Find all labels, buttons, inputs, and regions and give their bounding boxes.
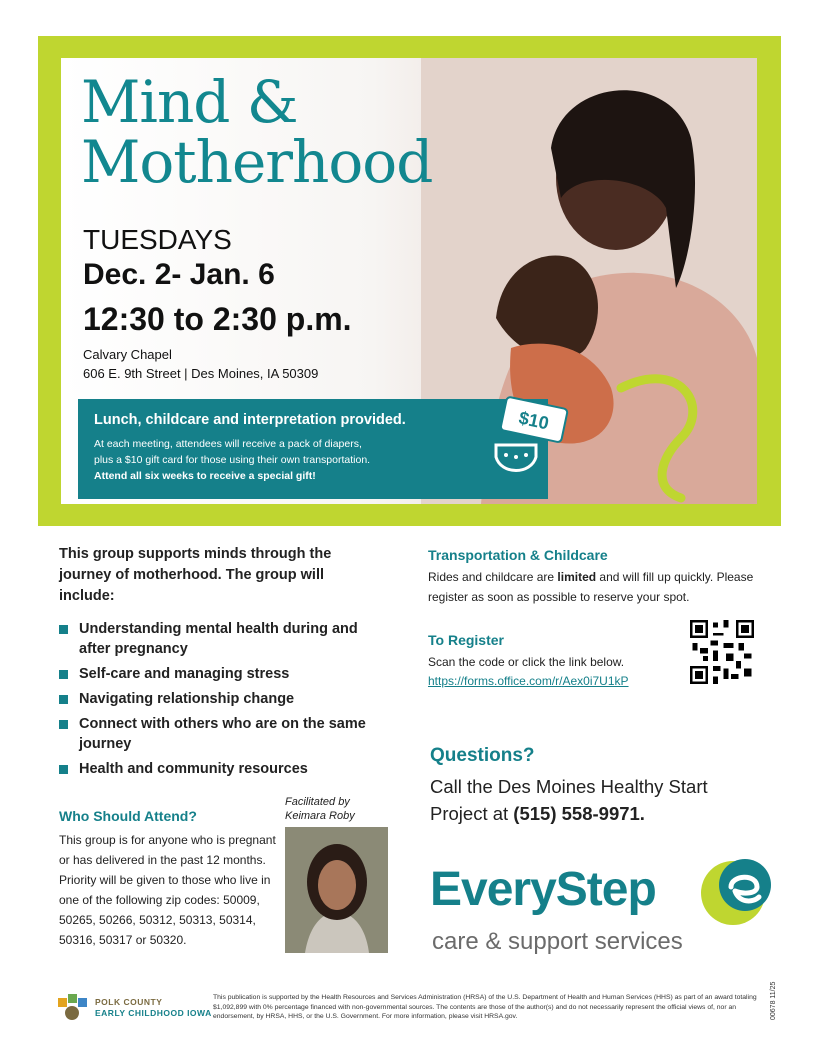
hero-panel <box>61 58 757 504</box>
venue <box>83 345 318 383</box>
bullet-square-icon <box>59 720 68 729</box>
bullet-square-icon <box>59 625 68 634</box>
venue-address: 606 E. 9th Street | Des Moines, IA 50309 <box>83 366 319 381</box>
venue-name: Calvary Chapel <box>83 347 172 362</box>
who-text: This group is for anyone who is pregnant or has delivered in the past 12 months. Priority will be given to those who live in one of the following zip codes: 50009, 50265, 50266, 50312, 50313, 50314, 50316, 50317 or 50320. <box>59 833 276 947</box>
transport-text <box>428 567 768 607</box>
intro-text: This group supports minds through the journey of motherhood. The group will include: <box>59 546 332 604</box>
register-link[interactable]: https://forms.office.com/r/Aex0i7U1kP <box>428 674 629 688</box>
benefits-bold: Attend all six weeks to receive a special gift! <box>94 470 316 482</box>
list-item <box>59 664 379 684</box>
event-time: 12:30 to 2:30 p.m. <box>83 301 352 337</box>
questions-text-main: Call the Des Moines Healthy Start Project at <box>430 776 708 824</box>
list-item-text: Understanding mental health during and after pregnancy <box>79 621 358 657</box>
qr-code[interactable] <box>690 620 754 684</box>
event-dates: Dec. 2- Jan. 6 <box>83 258 275 291</box>
everystep-tagline: care & support services <box>432 928 683 955</box>
questions-text <box>430 773 770 827</box>
everystep-logo-text: EveryStep <box>430 863 656 916</box>
list-item <box>59 759 379 779</box>
partner-line-1: POLK COUNTY <box>95 997 163 1007</box>
event-title <box>81 68 433 196</box>
transport-heading: Transportation & Childcare <box>428 547 608 563</box>
event-days: TUESDAYS <box>83 224 232 255</box>
bullet-square-icon <box>59 695 68 704</box>
topic-list <box>59 619 379 784</box>
benefits-heading: Lunch, childcare and interpretation provided. <box>94 412 406 428</box>
list-item-text: Navigating relationship change <box>79 691 295 707</box>
benefits-line-1: At each meeting, attendees will receive a pack of diapers, <box>94 438 362 450</box>
hero-frame <box>38 36 781 526</box>
list-item <box>59 619 379 659</box>
title-line-2: Motherhood <box>81 128 433 196</box>
list-item-text: Health and community resources <box>79 761 308 777</box>
phone-number: (515) 558-9971. <box>513 803 645 824</box>
polk-county-logo-icon <box>58 992 88 1022</box>
benefits-box <box>78 399 548 499</box>
benefits-line-2: plus a $10 gift card for those using their own transportation. <box>94 454 371 466</box>
facilitator-label: Facilitated by <box>285 796 350 808</box>
facilitator-caption <box>285 795 395 823</box>
gift-amount: $10 <box>517 407 551 434</box>
list-item <box>59 714 379 754</box>
list-item <box>59 689 379 709</box>
transport-text-a: Rides and childcare are <box>428 570 558 584</box>
document-code: 00678 11/25 <box>770 981 777 1020</box>
register-text: Scan the code or click the link below. <box>428 655 625 669</box>
list-item-text: Connect with others who are on the same journey <box>79 716 366 752</box>
gift-card-diaper-icon <box>491 395 571 485</box>
questions-heading: Questions? <box>430 745 535 766</box>
facilitator-photo <box>285 827 388 953</box>
everystep-e-icon <box>695 857 773 927</box>
transport-text-b: and will fill up quickly. Please register as soon as possible to reserve your spot. <box>428 570 754 604</box>
who-heading: Who Should Attend? <box>59 808 197 824</box>
title-line-1: Mind & <box>81 68 298 136</box>
list-item-text: Self-care and managing stress <box>79 666 290 682</box>
facilitator-name: Keimara Roby <box>285 810 355 822</box>
partner-line-2: EARLY CHILDHOOD IOWA <box>95 1008 212 1018</box>
bullet-square-icon <box>59 765 68 774</box>
bullet-square-icon <box>59 670 68 679</box>
transport-text-bold: limited <box>557 570 597 584</box>
funding-disclaimer: This publication is supported by the Health Resources and Services Administration (HRSA) of the U.S. Department of Health and Human Services (HHS) as part of an award totaling $1,092,899 with 0% percentage financed with non-governmental sources. The contents are those of the author(s) and do not necessarily represent the official views of, nor an endorsement, by HRSA, HHS, or the U.S. Government. For more information, please visit HRSA.gov. <box>213 994 757 1020</box>
register-heading: To Register <box>428 632 504 648</box>
